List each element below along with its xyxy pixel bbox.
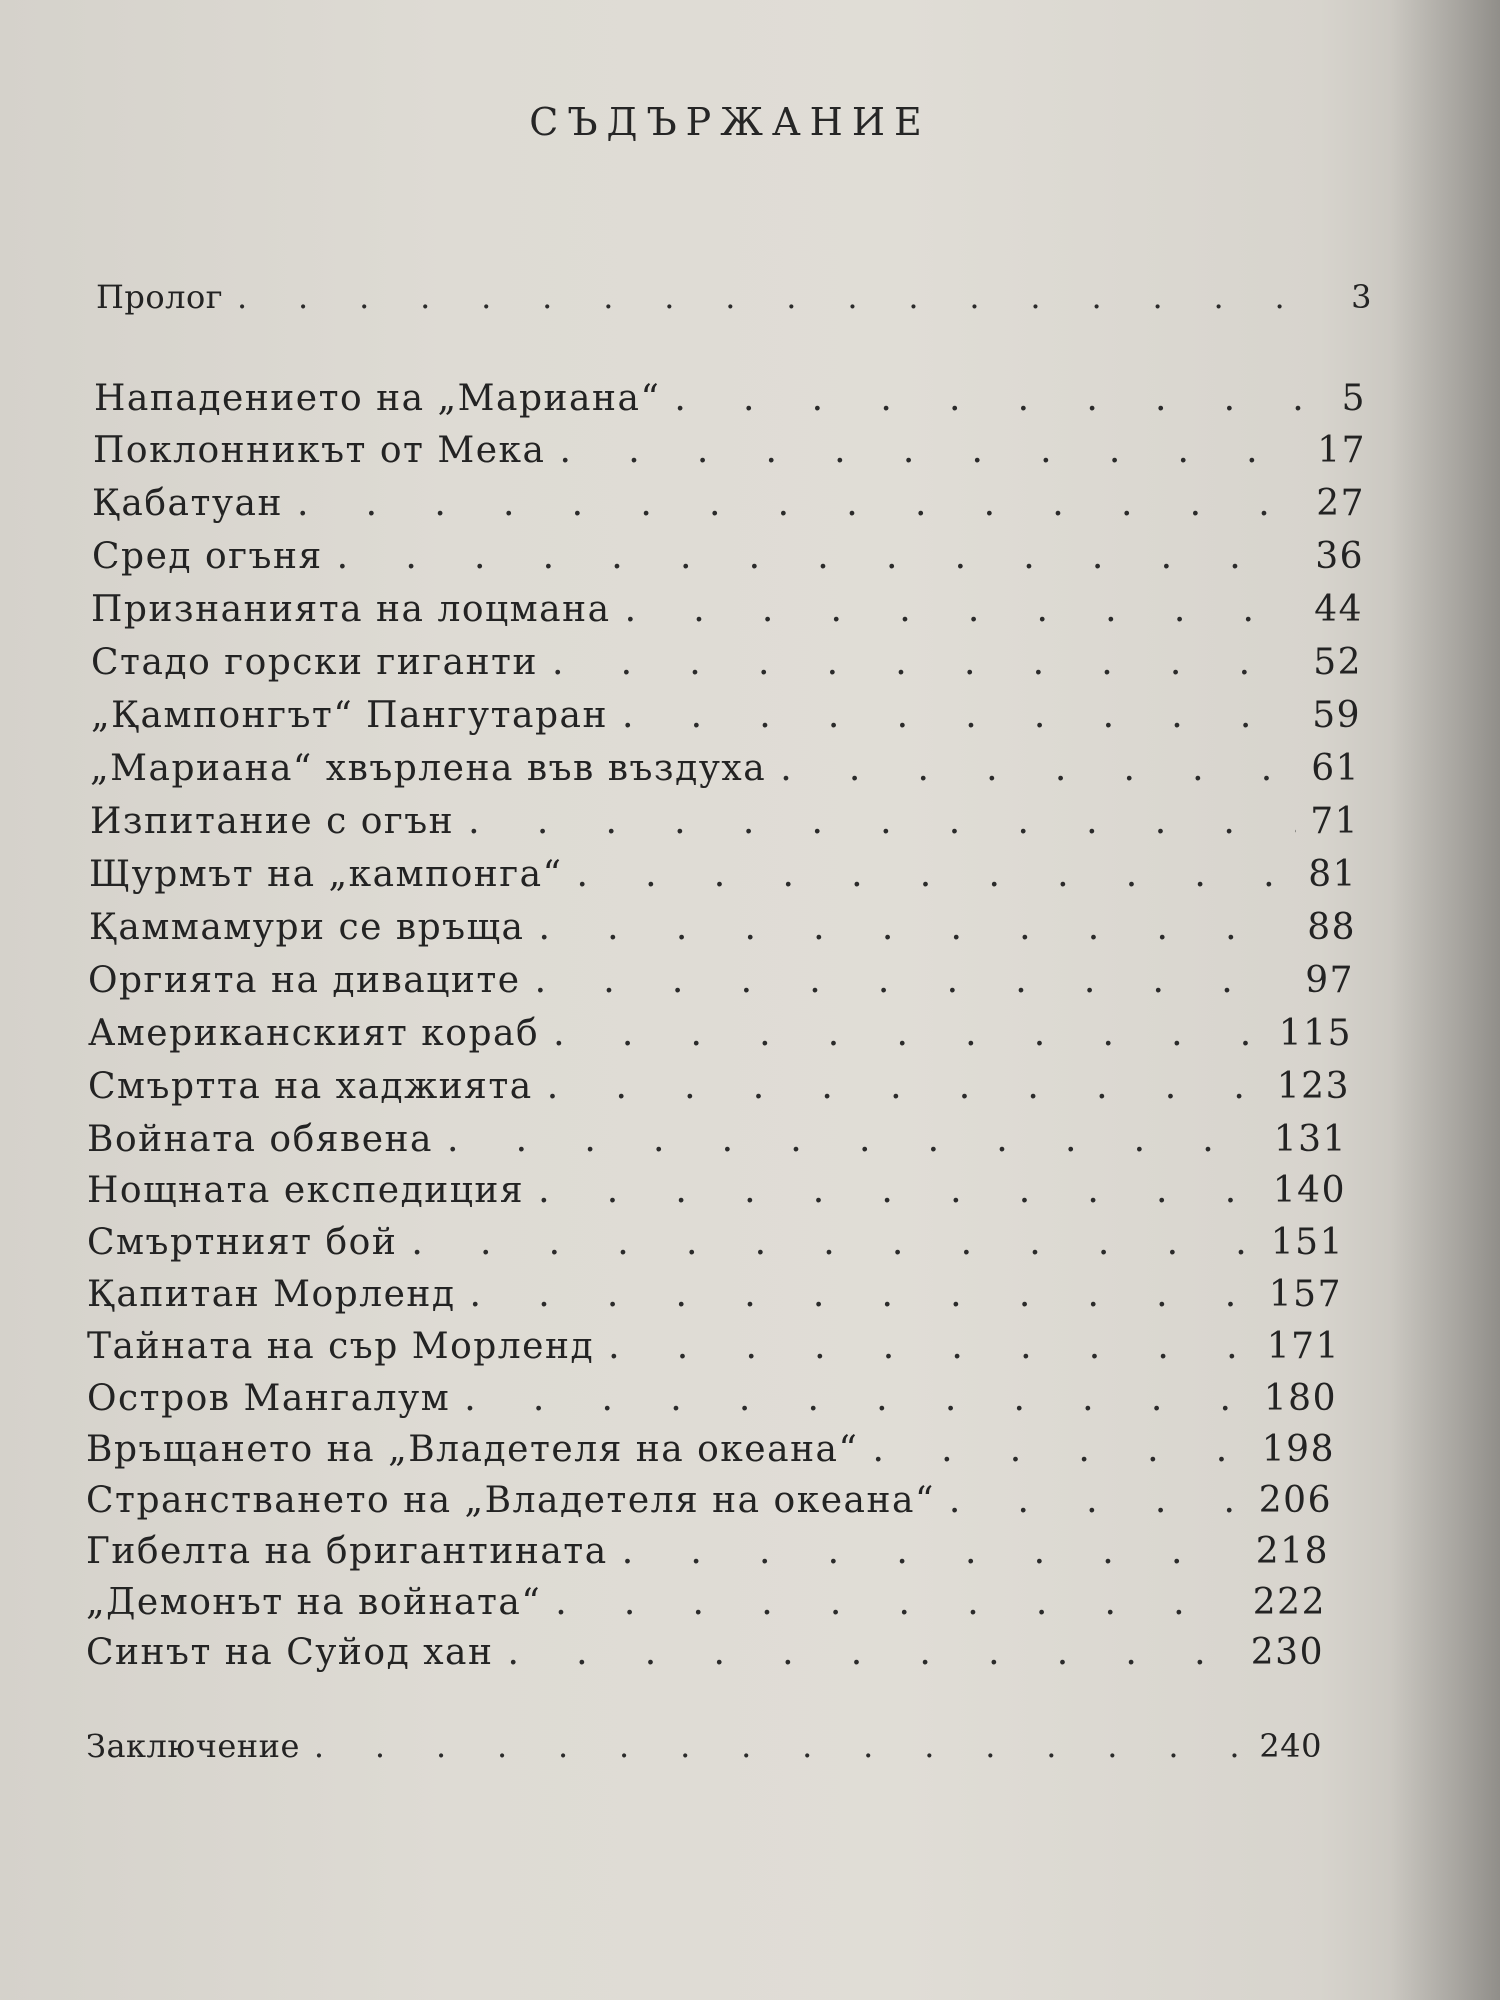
toc-entry-page: 180 xyxy=(1263,1378,1337,1419)
toc-entry-label: „Қампонгът“ Пангутаран xyxy=(91,695,608,736)
dot-leader xyxy=(237,278,1337,316)
dot-leader xyxy=(447,1119,1260,1160)
dot-leader xyxy=(538,1170,1259,1211)
dot-leader xyxy=(674,378,1327,419)
toc-entry xyxy=(87,1378,1337,1424)
toc-entry xyxy=(90,748,1360,794)
toc-entry-label: „Демонът на войната“ xyxy=(86,1582,542,1623)
toc-entry xyxy=(92,483,1365,529)
toc-entry xyxy=(88,960,1354,1006)
toc-entry-page: 61 xyxy=(1311,748,1360,789)
page-gutter-shadow xyxy=(1390,0,1500,2000)
toc-entry xyxy=(89,907,1356,953)
toc-entry-label: Нощната експедиция xyxy=(87,1170,525,1211)
toc-entry xyxy=(89,854,1357,900)
toc-entry-page: 59 xyxy=(1312,695,1361,736)
toc-entry-label: Қабатуан xyxy=(92,483,284,524)
toc-entry xyxy=(88,1066,1350,1112)
dot-leader xyxy=(411,1222,1256,1263)
dot-leader xyxy=(470,1274,1255,1315)
dot-leader xyxy=(464,1378,1250,1419)
toc-entry xyxy=(91,695,1361,741)
dot-leader xyxy=(872,1429,1247,1470)
toc-entry xyxy=(87,1274,1342,1320)
dot-leader xyxy=(622,1531,1242,1572)
toc-entry xyxy=(86,1531,1329,1577)
toc-entry-page: 171 xyxy=(1266,1326,1340,1367)
toc-entry-page: 218 xyxy=(1255,1531,1329,1572)
toc-entry-label: Тайната на сър Морленд xyxy=(87,1326,595,1367)
dot-leader xyxy=(576,854,1294,895)
toc-entry xyxy=(91,589,1363,635)
toc-entry xyxy=(91,642,1362,688)
toc-entry-page: 97 xyxy=(1305,960,1354,1001)
toc-entry xyxy=(88,1013,1352,1059)
dot-leader xyxy=(539,907,1294,948)
toc-entry-label: Қапитан Морленд xyxy=(87,1274,456,1315)
toc-entry-page: 36 xyxy=(1315,536,1364,577)
toc-entry-label: Заключение xyxy=(86,1727,300,1765)
toc-entry-page: 17 xyxy=(1317,430,1366,471)
dot-leader xyxy=(949,1480,1245,1521)
toc-entry xyxy=(87,1170,1346,1216)
toc-entry-page: 222 xyxy=(1252,1582,1326,1623)
dot-leader xyxy=(622,695,1298,736)
toc-entry-label: Смъртта на хаджията xyxy=(88,1066,533,1107)
toc-entry-page: 230 xyxy=(1250,1632,1324,1673)
dot-leader xyxy=(468,801,1296,842)
toc-entry xyxy=(86,1480,1332,1526)
toc-entry-label: Щурмът на „кампонга“ xyxy=(89,854,563,895)
toc-entry-label: Странстването на „Владетеля на океана“ xyxy=(86,1480,935,1521)
toc-entry xyxy=(94,378,1366,424)
toc-entry-page: 198 xyxy=(1261,1429,1335,1470)
toc-entry xyxy=(92,536,1364,582)
toc-entry-page: 151 xyxy=(1270,1222,1344,1263)
toc-entry xyxy=(86,1429,1335,1475)
dot-leader xyxy=(553,1013,1265,1054)
dot-leader xyxy=(297,483,1302,524)
dot-leader xyxy=(547,1066,1263,1107)
toc-entry-label: Оргията на диваците xyxy=(88,960,521,1001)
toc-entry xyxy=(87,1222,1344,1268)
toc-entry-page: 27 xyxy=(1316,483,1365,524)
toc-entry-page: 88 xyxy=(1307,907,1356,948)
toc-entry-label: Войната обявена xyxy=(87,1119,433,1160)
toc-entry-label: Сред огъня xyxy=(92,536,323,577)
toc-entry-label: „Мариана“ хвърлена във въздуха xyxy=(90,748,767,789)
toc-entry xyxy=(86,1582,1326,1628)
toc-entry-label: Қаммамури се връща xyxy=(89,907,525,948)
toc-entry-page: 123 xyxy=(1276,1066,1350,1107)
toc-entry-label: Синът на Суйод хан xyxy=(86,1632,494,1673)
toc-entry-page: 140 xyxy=(1272,1170,1346,1211)
dot-leader xyxy=(555,1582,1239,1623)
toc-entry xyxy=(93,430,1366,476)
toc-entry-label: Изпитание с огън xyxy=(90,801,455,842)
dot-leader xyxy=(560,430,1304,471)
toc-entry-label: Нападението на „Мариана“ xyxy=(94,378,661,419)
toc-entry-page: 157 xyxy=(1268,1274,1342,1315)
toc-entry xyxy=(87,1326,1340,1372)
dot-leader xyxy=(337,536,1302,577)
toc-entry xyxy=(87,1119,1347,1165)
toc-entry-page: 5 xyxy=(1341,378,1366,419)
toc-entry-page: 81 xyxy=(1308,854,1357,895)
toc-entry-page: 3 xyxy=(1351,278,1372,316)
toc-entry-label: Стадо горски гиганти xyxy=(91,642,538,683)
toc-title: СЪДЪРЖАНИЕ xyxy=(529,100,931,144)
toc-entry-page: 52 xyxy=(1313,642,1362,683)
dot-leader xyxy=(552,642,1299,683)
toc-entry-conclusion xyxy=(86,1727,1322,1773)
dot-leader xyxy=(314,1727,1246,1765)
toc-entry-label: Смъртният бой xyxy=(87,1222,398,1263)
toc-entry-page: 131 xyxy=(1273,1119,1347,1160)
toc-entry-label: Поклонникът от Мека xyxy=(93,430,546,471)
dot-leader xyxy=(608,1326,1253,1367)
toc-entry-label: Пролог xyxy=(96,278,224,316)
toc-entry xyxy=(86,1632,1324,1678)
dot-leader xyxy=(535,960,1292,1001)
toc-entry xyxy=(90,801,1359,847)
dot-leader xyxy=(507,1632,1236,1673)
dot-leader xyxy=(780,748,1297,789)
toc-entry-label: Признанията на лоцмана xyxy=(91,589,611,630)
toc-entry-page: 115 xyxy=(1278,1013,1352,1054)
toc-entry-page: 206 xyxy=(1258,1480,1332,1521)
toc-entry-label: Остров Мангалум xyxy=(87,1378,451,1419)
toc-entry-label: Американският кораб xyxy=(88,1013,540,1054)
toc-entry-prologue xyxy=(96,278,1372,324)
dot-leader xyxy=(625,589,1301,630)
toc-entry-page: 240 xyxy=(1259,1727,1322,1765)
toc-entry-page: 44 xyxy=(1314,589,1363,630)
toc-entry-page: 71 xyxy=(1310,801,1359,842)
toc-entry-label: Връщането на „Владетеля на океана“ xyxy=(86,1429,859,1470)
toc-entry-label: Гибелта на бригантината xyxy=(86,1531,608,1572)
